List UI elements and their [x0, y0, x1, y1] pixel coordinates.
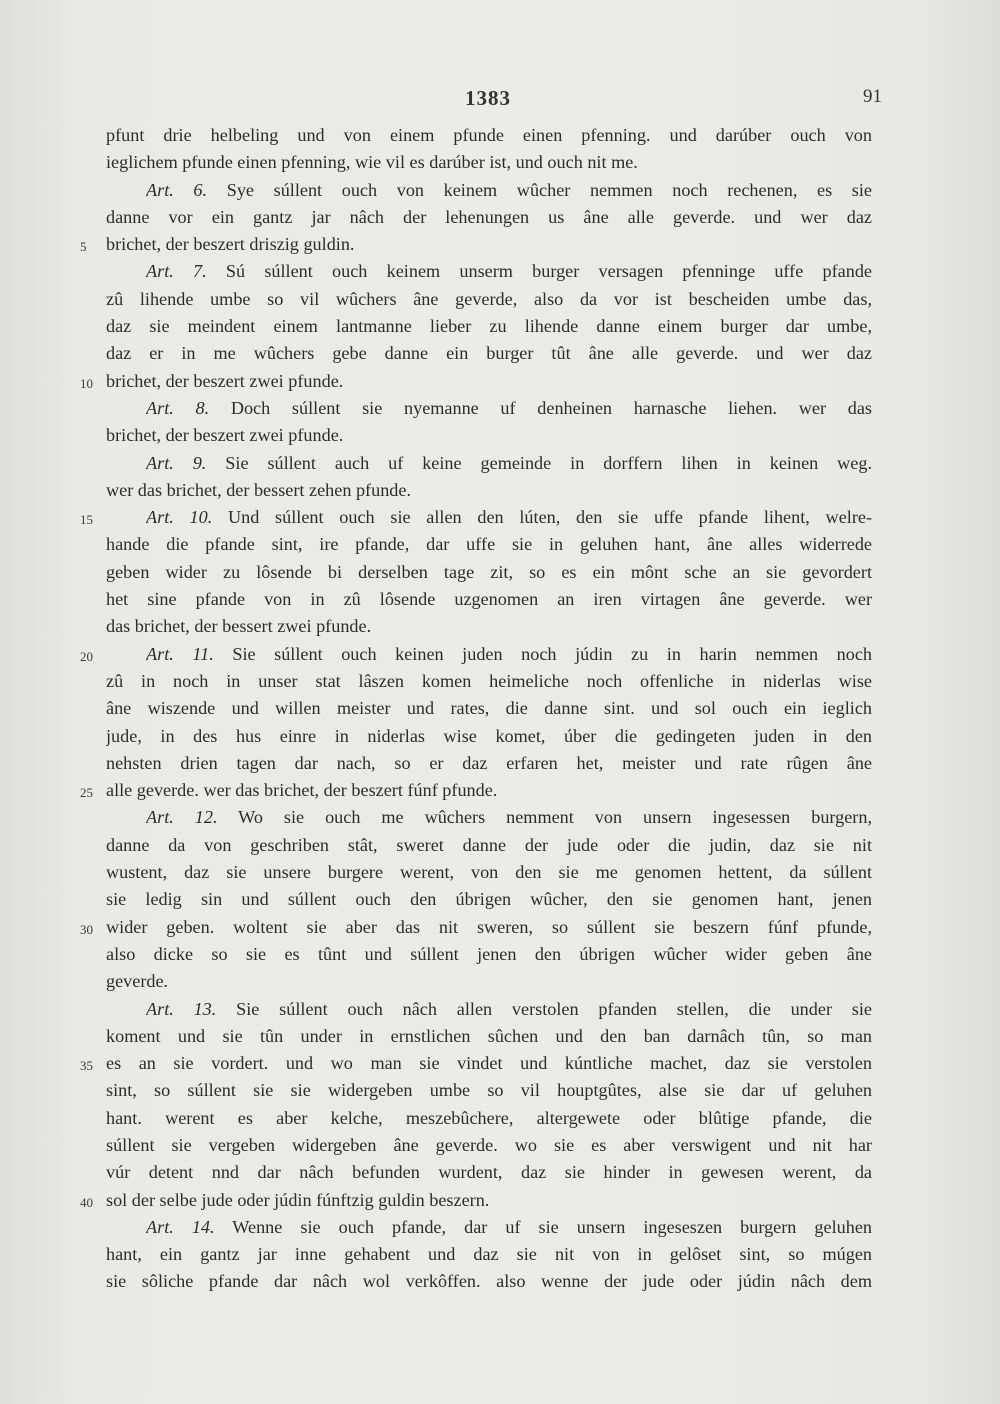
line-text [146, 504, 872, 531]
article-heading: Art. 13. [146, 998, 217, 1019]
article-heading: Art. 9. [146, 452, 207, 473]
text-line [0, 914, 1000, 941]
page-header-year: 1383 [465, 86, 511, 110]
line-number: 35 [80, 1058, 93, 1074]
text-line [0, 641, 1000, 668]
text-line [0, 968, 1000, 995]
line-text [106, 1187, 872, 1214]
line-text [146, 996, 872, 1023]
line-body: sie sôliche pfande dar nâch wol verkôffen. also wenne der jude oder júdin nâch dem [106, 1271, 872, 1292]
line-text [106, 368, 872, 395]
article-heading: Art. 11. [146, 643, 214, 664]
line-body: Und súllent ouch sie allen den lúten, den sie uffe pfande lihent, welre- [228, 507, 872, 528]
line-text [106, 1241, 872, 1268]
line-number: 30 [80, 921, 93, 937]
line-text [106, 477, 872, 504]
text-line [0, 258, 1000, 285]
text-line [0, 1241, 1000, 1268]
text-line [0, 668, 1000, 695]
line-body: pfunt drie helbeling und von einem pfunde einen pfenning. und darúber ouch von [106, 125, 872, 145]
line-body: Doch súllent sie nyemanne uf denheinen harnasche liehen. wer das [230, 397, 872, 418]
line-body: jude, in des hus einre in niderlas wise komet, úber die gedingeten juden in den [106, 725, 872, 746]
line-text [106, 668, 872, 695]
text-line [0, 723, 1000, 750]
text-line [0, 422, 1000, 449]
line-body: sint, so súllent sie sie widergeben umbe so vil houptgûtes, alse sie dar uf geluhen [106, 1080, 872, 1101]
text-line [0, 368, 1000, 395]
line-body: danne vor ein gantz jar nâch der lehenungen us âne alle geverde. und wer daz [106, 206, 872, 227]
line-body: koment und sie tûn under in ernstlichen sûchen und den ban darnâch tûn, so man [106, 1025, 872, 1046]
line-number: 40 [80, 1194, 93, 1210]
line-text [106, 531, 872, 558]
text-line [0, 395, 1000, 422]
line-body: wer das brichet, der bessert zehen pfunde. [106, 479, 412, 500]
line-body: Sú súllent ouch keinem unserm burger versagen pfenninge uffe pfande [225, 261, 872, 282]
line-body: ieglichem pfunde einen pfenning, wie vil es darúber ist, und ouch nit me. [106, 152, 638, 173]
line-body: zû lihende umbe so vil wûchers âne geverde, also da vor ist bescheiden umbe das, [106, 288, 872, 309]
line-body: sie ledig sin und súllent ouch den úbrigen wûcher, den sie genomen hant, jenen [106, 889, 872, 910]
text-line [0, 1159, 1000, 1186]
line-text [106, 1159, 872, 1186]
text-line [0, 996, 1000, 1023]
line-text [106, 122, 872, 149]
line-body: zû in noch in unser stat lâszen komen heimeliche noch offenliche in niderlas wise [106, 670, 872, 691]
line-text [146, 1214, 872, 1241]
line-body: Sie súllent auch uf keine gemeinde in dorffern lihen in keinen weg. [225, 452, 872, 473]
line-body: vúr detent nnd dar nâch befunden wurdent, daz sie hinder in gewesen werent, da [106, 1162, 872, 1183]
line-text [106, 886, 872, 913]
text-line [0, 313, 1000, 340]
line-body: Wo sie ouch me wûchers nemment von unsern ingesessen burgern, [238, 807, 872, 828]
line-text [106, 613, 872, 640]
line-text [106, 231, 872, 258]
line-body: brichet, der beszert zwei pfunde. [106, 425, 344, 446]
line-body: het sine pfande von in zû lôsende uzgenomen an iren virtagen âne geverde. wer [106, 589, 872, 610]
line-body: daz er in me wûchers gebe danne ein burger tût âne alle geverde. und wer daz [106, 343, 872, 364]
line-text [106, 340, 872, 367]
line-body: hant. werent es aber kelche, meszebûchere, altergewete oder blûtige pfande, die [106, 1107, 872, 1128]
page-number: 91 [863, 86, 882, 107]
text-line [0, 1050, 1000, 1077]
line-body: wustent, daz sie unsere burgere werent, von den sie me genomen hettent, da súllent [106, 862, 872, 883]
text-line [0, 450, 1000, 477]
line-number: 10 [80, 375, 93, 391]
text-line [0, 886, 1000, 913]
line-body: âne wiszende und willen meister und rates, die danne sint. und sol ouch ein ieglich [106, 698, 872, 719]
line-text [106, 968, 872, 995]
line-text [106, 695, 872, 722]
line-body: Sye súllent ouch von keinem wûcher nemmen noch rechenen, es sie [226, 179, 872, 200]
text-line [0, 859, 1000, 886]
line-body: Wenne sie ouch pfande, dar uf sie unsern ingeseszen burgern geluhen [232, 1216, 872, 1237]
line-text [106, 286, 872, 313]
text-line [0, 1077, 1000, 1104]
line-body: wider geben. woltent sie aber das nit sweren, so súllent sie beszern fúnf pfunde, [106, 916, 872, 937]
text-line [0, 777, 1000, 804]
line-number: 15 [80, 512, 93, 528]
line-body: nehsten drien tagen dar nach, so er daz erfaren het, meister und rate rûgen âne [106, 752, 872, 773]
line-body: Sie súllent ouch nâch allen verstolen pfanden stellen, die under sie [236, 998, 872, 1019]
body-text [0, 122, 1000, 1296]
line-body: sol der selbe jude oder júdin fúnftzig guldin beszern. [106, 1189, 490, 1210]
article-heading: Art. 10. [146, 507, 213, 528]
line-text [106, 1023, 872, 1050]
text-line [0, 149, 1000, 176]
line-text [106, 832, 872, 859]
text-line [0, 177, 1000, 204]
text-line [0, 559, 1000, 586]
line-text [106, 723, 872, 750]
line-body: brichet, der beszert zwei pfunde. [106, 370, 344, 391]
line-text [106, 914, 872, 941]
line-body: hant, ein gantz jar inne gehabent und daz sie nit von in gelôset sint, so múgen [106, 1244, 872, 1265]
line-text [146, 258, 872, 285]
line-text [106, 1132, 872, 1159]
text-line [0, 613, 1000, 640]
text-line [0, 1214, 1000, 1241]
line-body: es an sie vordert. und wo man sie vindet und kúntliche machet, daz sie verstolen [106, 1053, 872, 1074]
text-line [0, 477, 1000, 504]
line-number: 20 [80, 648, 93, 664]
text-line [0, 804, 1000, 831]
line-text [106, 559, 872, 586]
line-body: danne da von geschriben stât, sweret danne der jude oder die judin, daz sie nit [106, 834, 872, 855]
text-line [0, 340, 1000, 367]
line-text [106, 750, 872, 777]
text-line [0, 204, 1000, 231]
line-body: geben wider zu lôsende bi derselben tage zit, so es ein mônt sche an sie gevordert [106, 561, 872, 582]
line-text [146, 177, 872, 204]
line-text [106, 1077, 872, 1104]
line-text [106, 149, 872, 176]
line-body: alle geverde. wer das brichet, der beszert fúnf pfunde. [106, 780, 498, 801]
article-heading: Art. 8. [146, 397, 210, 418]
line-text [106, 204, 872, 231]
text-line [0, 695, 1000, 722]
line-text [146, 804, 872, 831]
text-line [0, 586, 1000, 613]
text-line [0, 1132, 1000, 1159]
line-number: 5 [80, 239, 87, 255]
line-body: Sie súllent ouch keinen juden noch júdin zu in harin nemmen noch [232, 643, 872, 664]
line-text [106, 422, 872, 449]
text-line [0, 750, 1000, 777]
article-heading: Art. 6. [146, 179, 208, 200]
text-line [0, 1268, 1000, 1295]
line-body: daz sie meindent einem lantmanne lieber zu lihende danne einem burger dar umbe, [106, 316, 872, 337]
line-number: 25 [80, 785, 93, 801]
line-text [106, 1105, 872, 1132]
line-body: súllent sie vergeben widergeben âne geverde. wo sie es aber verswigent und nit har [106, 1134, 872, 1155]
line-text [146, 450, 872, 477]
line-text [146, 641, 872, 668]
line-body: das brichet, der bessert zwei pfunde. [106, 616, 372, 637]
text-line [0, 231, 1000, 258]
text-line [0, 1187, 1000, 1214]
line-text [106, 941, 872, 968]
line-text [106, 1050, 872, 1077]
line-body: brichet, der beszert driszig guldin. [106, 234, 355, 255]
text-line [0, 832, 1000, 859]
text-line [0, 286, 1000, 313]
text-line [0, 531, 1000, 558]
line-body: geverde. [106, 971, 169, 992]
article-heading: Art. 12. [146, 807, 218, 828]
line-text [146, 395, 872, 422]
article-heading: Art. 14. [146, 1216, 215, 1237]
line-body: hande die pfande sint, ire pfande, dar uffe sie in geluhen hant, âne alles widerrede [106, 534, 872, 555]
text-line [0, 122, 1000, 149]
line-body: also dicke so sie es tûnt und súllent jenen den úbrigen wûcher wider geben âne [106, 943, 872, 964]
line-text [106, 313, 872, 340]
line-text [106, 586, 872, 613]
line-text [106, 859, 872, 886]
line-text [106, 1268, 872, 1295]
text-line [0, 941, 1000, 968]
article-heading: Art. 7. [146, 261, 207, 282]
text-line [0, 504, 1000, 531]
line-text [106, 777, 872, 804]
text-line [0, 1023, 1000, 1050]
text-line [0, 1105, 1000, 1132]
